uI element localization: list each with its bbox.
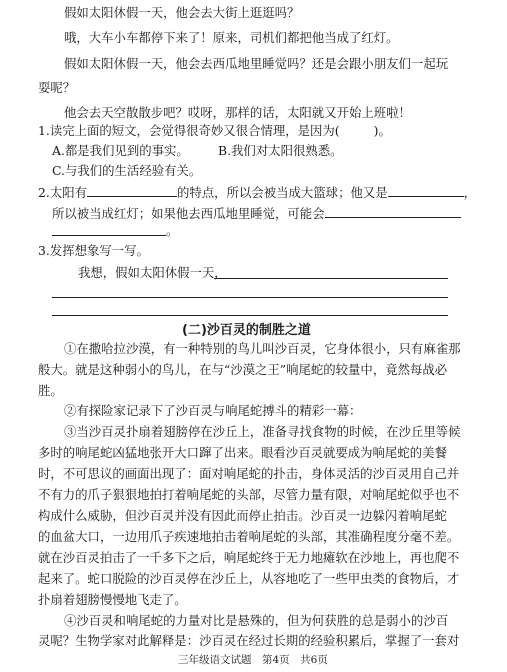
passage-line: ③当沙百灵扑扇着翅膀停在沙丘上，准备寻找食物的时候，在沙丘里等候 [64,424,461,439]
question-2-end: 。 [166,223,179,238]
question-3-stem: 3.发挥想象写一写。 [38,243,149,258]
passage-line: 哦，大车小车都停下来了！原来，司机们都把他当成了红灯。 [64,30,399,45]
question-2-part1: 2.太阳有 [38,185,87,200]
option-b[interactable]: B.我们对太阳很熟悉。 [218,143,343,158]
question-1-stem: 1.读完上面的短文，会觉得很奇妙又很合情理，是因为( [38,123,340,138]
passage-line: 胜。 [38,383,63,398]
section-title: (二)沙百灵的制胜之道 [182,323,311,338]
question-2-part2: 的特点，所以会被当成大篮球；他又是 [177,185,388,200]
answer-paren-blank[interactable] [340,123,374,135]
question-1-stem-end: )。 [373,123,391,138]
question-1 [38,122,391,140]
passage-line: 不有力的爪子狠狠地拍打着响尾蛇的头部，尽管力量有限，对响尾蛇似乎也不 [38,487,460,502]
passage-line: 假如太阳休假一天，他会去大街上逛逛吗？ [64,5,300,20]
answer-blank-role[interactable] [388,184,464,197]
answer-blank-sleep[interactable] [325,205,461,218]
passage-line: 他会去天空散散步吧？哎呀，那样的话，太阳就又开始上班啦！ [64,105,411,120]
answer-line[interactable] [52,235,166,236]
question-2 [38,184,476,202]
writing-line[interactable] [52,297,448,298]
question-3-lead: 我想，假如太阳休假一天， [78,265,227,280]
passage-line: 构成什么威胁，但沙百灵并没有因此而停止拍击。沙百灵一边躲闪着响尾蛇 [38,508,447,523]
passage-line: 就在沙百灵拍击了一千多下之后，响尾蛇终于无力地瘫软在沙地上，再也爬不 [38,550,460,565]
passage-line: ②有探险家记录下了沙百灵与响尾蛇搏斗的精彩一幕： [64,403,362,418]
passage-line: 的血盆大口，一边用爪子疾速地拍击着响尾蛇的头部，其准确程度分毫不差。 [38,529,460,544]
writing-line[interactable] [214,278,448,279]
passage-line: 起来了。蛇口脱险的沙百灵停在沙丘上，从容地吃了一些甲虫类的食物后，才 [38,571,460,586]
passage-line: ①在撒哈拉沙漠，有一种特别的鸟儿叫沙百灵，它身体很小，只有麻雀那 [64,341,461,356]
passage-line: 扑扇着翅膀慢慢地飞走了。 [38,592,187,607]
answer-blank-trait[interactable] [87,184,177,197]
passage-line: 时，不可思议的画面出现了：面对响尾蛇的扑击，身体灵活的沙百灵用自己并 [38,466,460,481]
question-2-line2 [52,205,461,223]
option-a[interactable]: A.都是我们见到的事实。 [52,143,189,158]
passage-line: 耍呢？ [38,80,76,95]
question-2-part3: ， [463,185,477,200]
page-footer: 三年级语文试题 第4页 共6页 [178,654,328,666]
passage-line: 假如太阳休假一天，他会去西瓜地里睡觉吗？还是会跟小朋友们一起玩 [64,56,449,71]
passage-line: 灵呢？生物学家对此解释是：沙百灵在经过长期的经验积累后，掌握了一套对 [38,633,460,648]
passage-line: ④沙百灵和响尾蛇的力量对比是悬殊的，但为何获胜的总是弱小的沙百 [64,613,449,628]
question-2-line2-text: 所以被当成红灯；如果他去西瓜地里睡觉，可能会 [52,206,325,221]
writing-line[interactable] [52,315,448,316]
passage-line: 多时的响尾蛇凶猛地张开大口蹿了出来。眼看沙百灵就要成为响尾蛇的美餐 [38,445,447,460]
option-c[interactable]: C.与我们的生活经验有关。 [52,163,202,178]
passage-line: 般大。就是这种弱小的鸟儿，在与“沙漠之王”响尾蛇的较量中，竟然每战必 [38,362,448,377]
